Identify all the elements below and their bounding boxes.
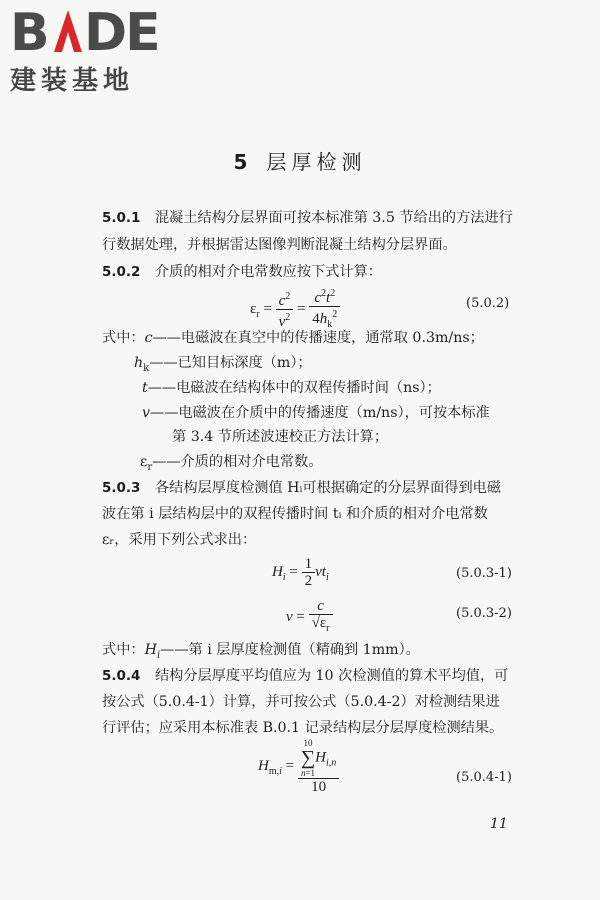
where-hi: 式中：$H_i——$第 i 层厚度检测值（精确到 1mm）。 (102, 642, 420, 661)
clause-5-0-1-line1: 5.0.1 混凝土结构分层界面可按本标准第 3.5 节给出的方法进行 (102, 210, 513, 226)
clause-5-0-3-line3: εᵣ，采用下列公式求出： (102, 532, 257, 548)
where-hk: $h_k——$已知目标深度（m）； (134, 355, 312, 374)
where-v-cont: 第 3.4 节所述波速校正方法计算； (172, 429, 389, 445)
equation-5-0-4-1: $H_{m,i}$ = 10 ∑ $n=1H_{i,n}$ 10 (258, 738, 339, 795)
clause-5-0-4-line1: 5.0.4 结构分层厚度平均值应为 10 次检测值的算术平均值，可 (102, 668, 509, 684)
equation-5-0-2: $\varepsilon_r$ = $\frac{c^2}{v^2}$ = $\frac{c^2t^2}{4h_k^2}$ (250, 286, 340, 333)
svg-text:B: B (10, 4, 48, 58)
page-number: 11 (490, 816, 508, 832)
clause-number: 5.0.4 (102, 668, 141, 684)
equation-number: (5.0.4-1) (456, 770, 512, 785)
svg-text:DE: DE (84, 4, 159, 58)
chapter-title (0, 146, 600, 175)
chapter-title-text: 层厚检测 (266, 150, 367, 174)
equation-5-0-3-2: v = $\frac{c}{√\varepsilon_r}$ (286, 598, 333, 637)
equation-5-0-3-1: $H_i$ = $\frac{1}{2}$ $vt_i$ (272, 556, 329, 589)
where-t: t——电磁波在结构体中的双程传播时间（ns）； (142, 380, 441, 396)
clause-5-0-4-line3: 行评估；应采用本标准表 B.0.1 记录结构层分层厚度检测结果。 (102, 720, 504, 736)
equation-number: (5.0.2) (466, 296, 510, 311)
where-er: $\varepsilon_r——$介质的相对介电常数。 (140, 454, 323, 473)
clause-number: 5.0.1 (102, 210, 141, 226)
clause-5-0-4-line2: 按公式（5.0.4-1）计算，并可按公式（5.0.4-2）对检测结果进 (102, 694, 500, 710)
bade-wordmark (10, 4, 178, 58)
clause-number: 5.0.3 (102, 480, 141, 496)
where-c: 式中：c——电磁波在真空中的传播速度，通常取 0.3m/ns； (102, 330, 484, 346)
clause-5-0-2: 5.0.2 介质的相对介电常数应按下式计算： (102, 264, 382, 280)
clause-number: 5.0.2 (102, 264, 141, 280)
logo-subtitle: 建装基地 (10, 66, 135, 96)
clause-5-0-1-line2: 行数据处理，并根据雷达图像判断混凝土结构分层界面。 (102, 237, 457, 253)
publisher-logo (10, 4, 180, 97)
equation-number: (5.0.3-1) (456, 566, 512, 581)
chapter-number: 5 (233, 150, 253, 174)
logo-accent-a (54, 10, 82, 52)
equation-number: (5.0.3-2) (456, 606, 512, 621)
where-v: v——电磁波在介质中的传播速度（m/ns），可按本标准 (142, 405, 490, 421)
clause-5-0-3-line1: 5.0.3 各结构层厚度检测值 Hᵢ可根据确定的分层界面得到电磁 (102, 480, 502, 496)
clause-5-0-3-line2: 波在第 i 层结构层中的双程传播时间 tᵢ 和介质的相对介电常数 (102, 506, 488, 522)
